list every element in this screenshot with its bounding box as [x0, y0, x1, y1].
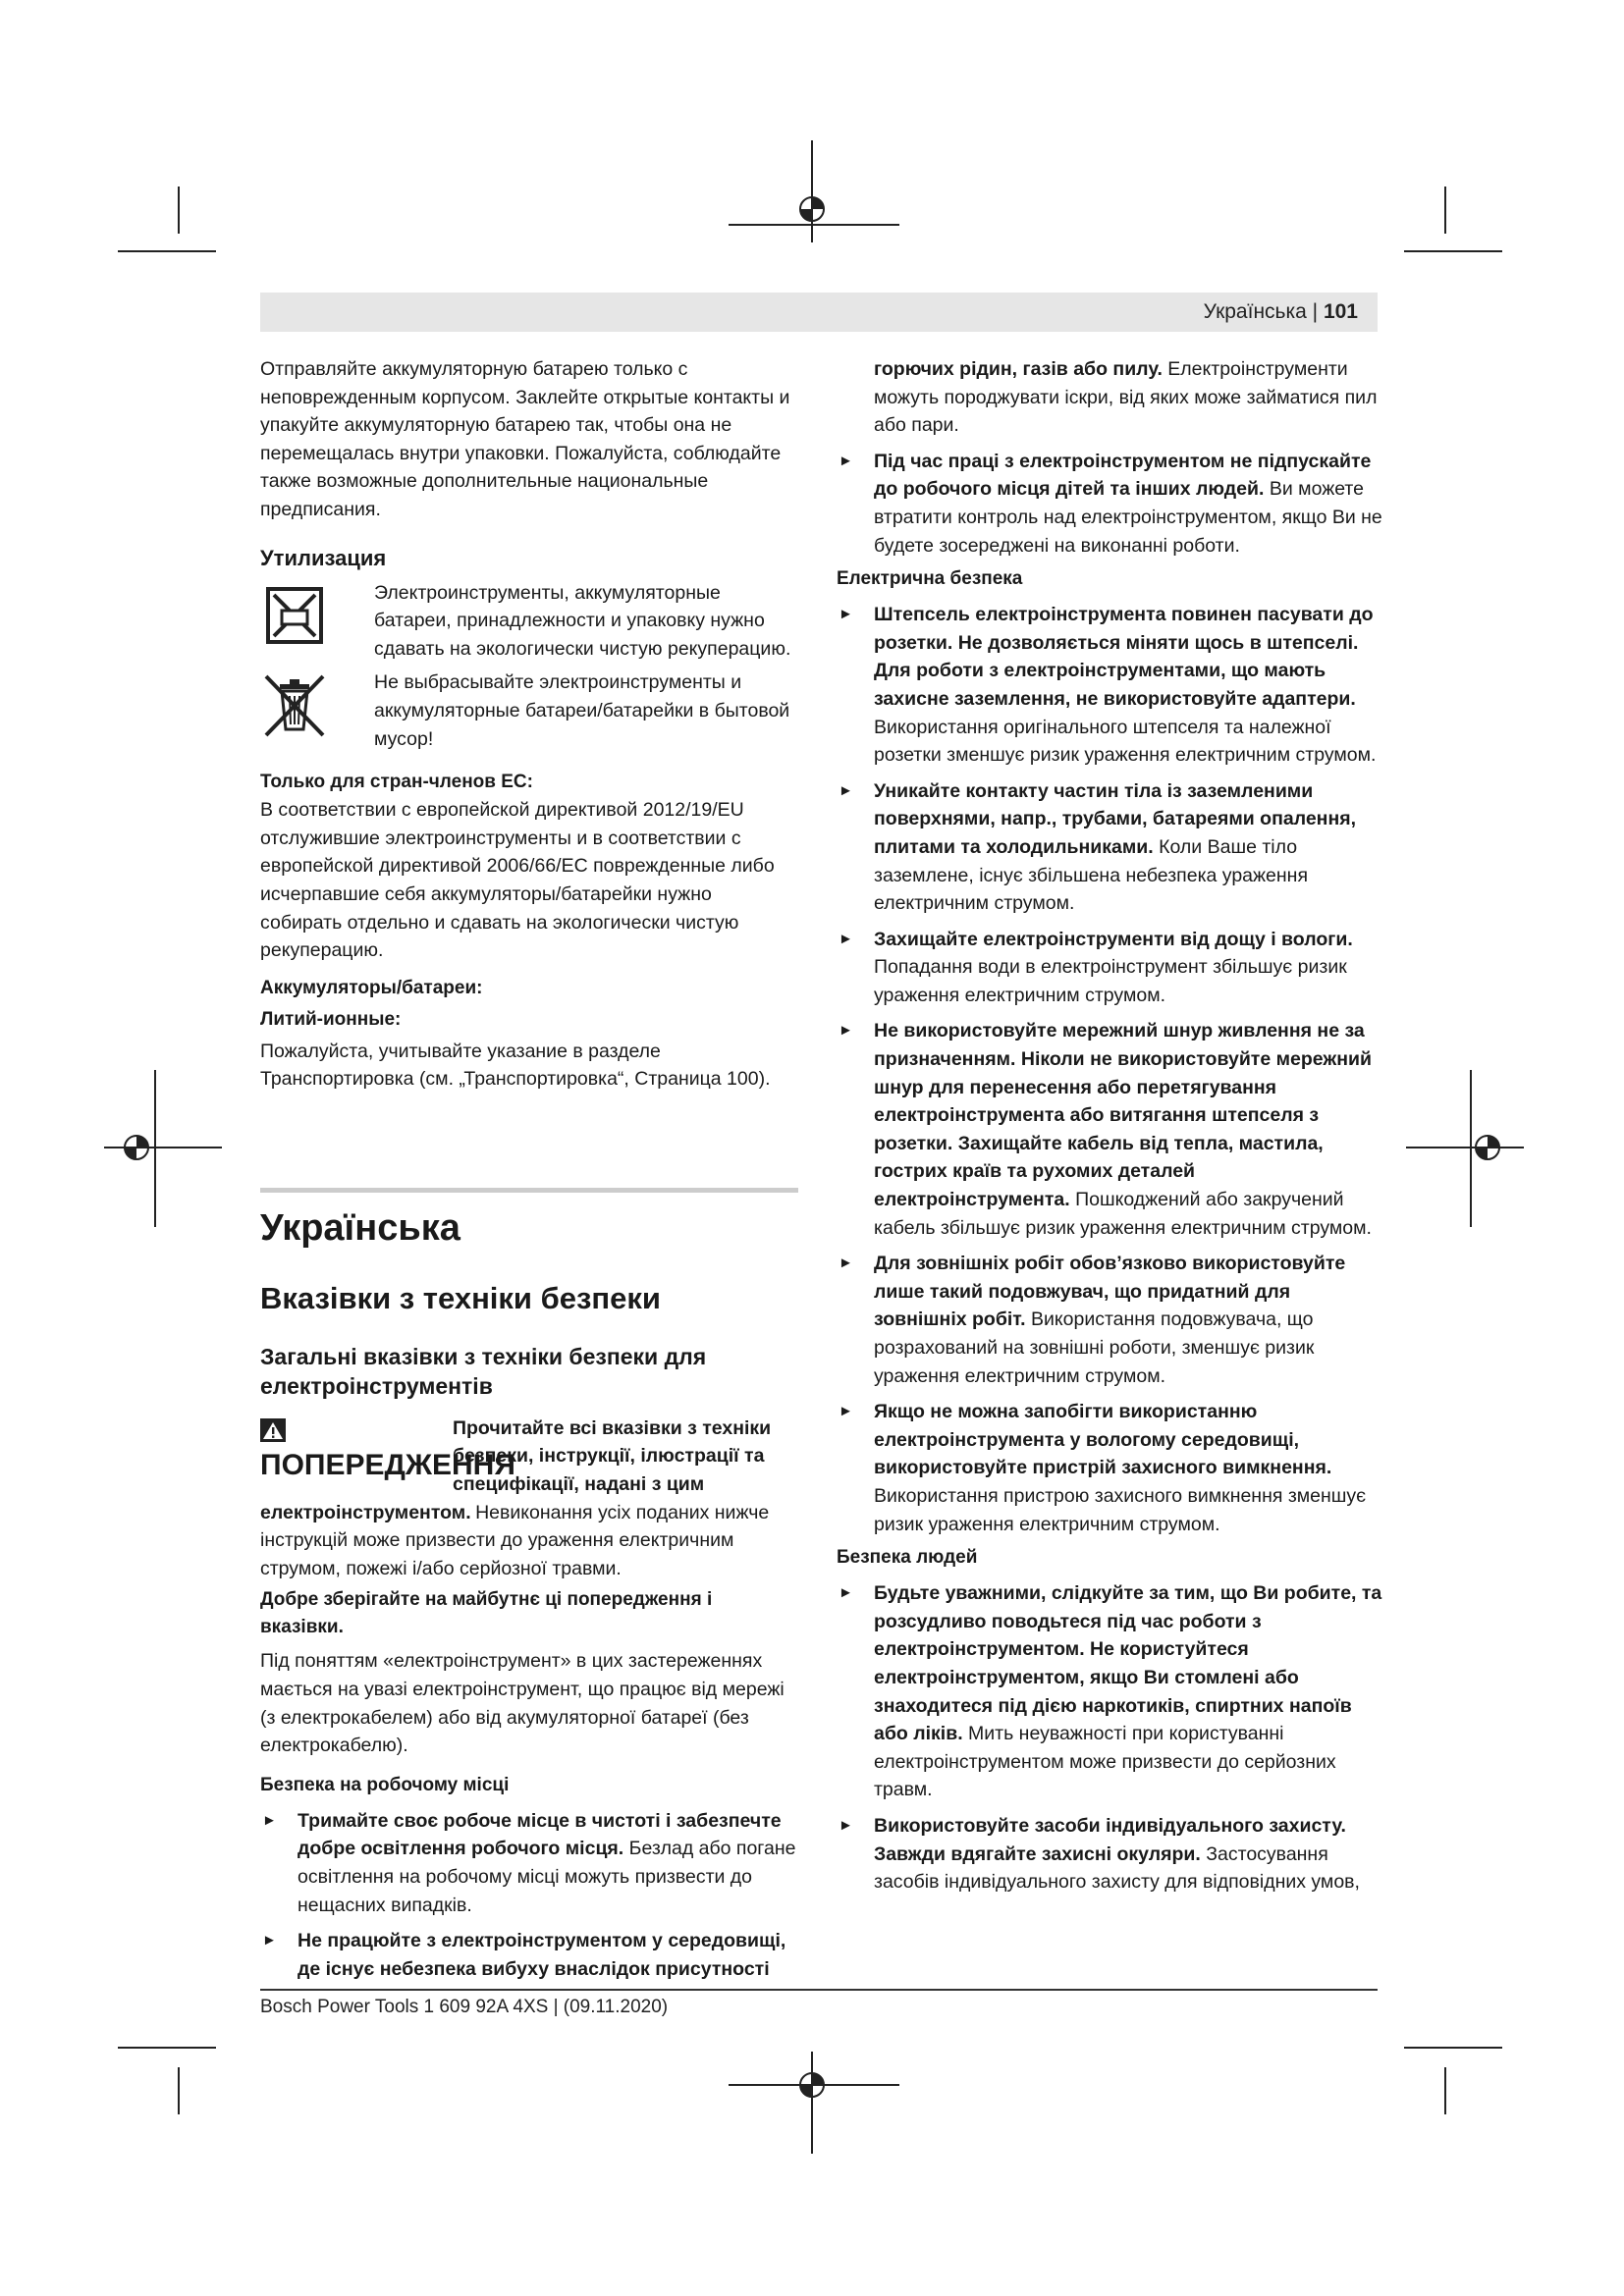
registration-line [1470, 1070, 1472, 1227]
registration-target-icon [797, 194, 827, 224]
eu-paragraph: В соответствии с европейской директивой 2012/19/EU отслужившие электроинструменты и в соответствии с европейской директивой 2006/66/EC поврежденные либо исчерпавшие себя аккумуляторы/батарейки нужно собирать отдельно и сдавать на экологически чистую рекуперацию. [260, 799, 775, 962]
list-item: ► Не використовуйте мережний шнур живлення не за призначенням. Ніколи не використовуйте мережний шнур для перенесення або перетягування електроінструмента або витягання штепселя з розетки. Захищайте кабель від тепла, мастила, гострих країв та рухомих деталей електроінструмента. Пошкоджений або закручений кабель збільшує ризик ураження електричним струмом. [837, 1017, 1386, 1242]
warning-block [260, 1415, 798, 1583]
intro-paragraph: Отправляйте аккумуляторную батарею только с неповрежденным корпусом. Заклейте открытые контакты и упакуйте аккумуляторную батарею так, чтобы она не перемещалась внутри упаковки. Пожалуйста, соблюдайте также возможные дополнительные национальные предписания. [260, 358, 790, 520]
warning-text: Невиконання усіх поданих нижче інструкцій може призвести до ураження електричним струмом, пожежі і/або серйозної травми. [260, 1501, 770, 1579]
list-item: ► Захищайте електроінструменти від дощу і вологи. Попадання води в електроінструмент збільшує ризик ураження електричним струмом. [837, 926, 1386, 1010]
crossed-bin-icon [260, 670, 329, 739]
registration-line [811, 140, 813, 242]
eu-heading: Только для стран-членов ЕС: [260, 772, 533, 793]
crop-mark [1444, 2067, 1446, 2114]
term-paragraph: Під поняттям «електроінструмент» в цих застереженнях мається на увазі електроінструмент, що працює від мережі (з електрокабелем) або від акумуляторної батареї (без електрокабелю). [260, 1650, 785, 1757]
crop-mark [1444, 187, 1446, 234]
disposal-text-1: Электроинструменты, аккумуляторные батареи, принадлежности и упаковку нужно сдавать на экологически чистую рекуперацию. [374, 581, 791, 660]
bullet-arrow-icon: ► [262, 1811, 277, 1829]
safety-heading: Вказівки з техніки безпеки [260, 1280, 661, 1315]
bullet-arrow-icon: ► [839, 1816, 853, 1834]
header-text: Українська | 101 [1203, 300, 1358, 323]
lithium-paragraph: Пожалуйста, учитывайте указание в разделе Транспортировка (см. „Транспортировка“, Страница 100). [260, 1040, 771, 1091]
left-column [260, 355, 798, 1983]
language-heading: Українська [260, 1206, 460, 1249]
list-item: ► Для зовнішніх робіт обов’язково використовуйте лише такий подовжувач, що придатний для зовнішніх робіт. Використання подовжувача, що розрахований на зовнішні роботи, зменшує ризик ураження електричним струмом. [837, 1250, 1386, 1390]
general-safety-heading: Загальні вказівки з техніки безпеки для електроінструментів [260, 1343, 707, 1399]
section-divider [260, 1188, 798, 1193]
workplace-heading: Безпека на робочому місці [260, 1774, 510, 1795]
crop-mark [1404, 250, 1502, 252]
registration-target-icon [797, 2070, 827, 2100]
crop-mark [1404, 2047, 1502, 2049]
registration-line [729, 224, 899, 226]
registration-line [1406, 1147, 1524, 1148]
disposal-heading: Утилизация [260, 545, 387, 570]
page-footer: Bosch Power Tools 1 609 92A 4XS | (09.11.2020) [260, 1997, 669, 2017]
bullet-arrow-icon: ► [839, 1255, 853, 1272]
header-section: Українська [1203, 300, 1307, 323]
bullet-arrow-icon: ► [839, 452, 853, 469]
bullet-arrow-icon: ► [839, 781, 853, 799]
list-item: ► Під час праці з електроінструментом не підпускайте до робочого місця дітей та інших людей. Ви можете втратити контроль над електроінструментом, якщо Ви не будете зосереджені на виконанні роботи. [837, 448, 1386, 560]
list-item: ► Штепсель електроінструмента повинен пасувати до розетки. Не дозволяється міняти щось в штепселі. Для роботи з електроінструментами, що мають захисне заземлення, не використовуйте адаптери. Використання оригінального штепселя та належної розетки зменшує ризик ураження електричним струмом. [837, 601, 1386, 770]
list-item: ► Тримайте своє робоче місце в чистоті і забезпечте добре освітлення робочого місця. Безлад або погане освітлення на робочому місці можуть призвести до нещасних випадків. [260, 1807, 798, 1919]
crop-mark [118, 250, 216, 252]
list-item: ► Не працюйте з електроінструментом у середовищі, де існує небезпека вибуху внаслідок присутності [260, 1927, 798, 1983]
registration-line [811, 2052, 813, 2154]
footer-divider [260, 1989, 1378, 1991]
people-safety-heading: Безпека людей [837, 1547, 978, 1569]
registration-line [154, 1070, 156, 1227]
recycle-box-icon [260, 581, 329, 650]
bullet-arrow-icon: ► [839, 1403, 853, 1420]
disposal-text-2: Не выбрасывайте электроинструменты и аккумуляторные батареи/батарейки в бытовой мусор! [374, 671, 790, 750]
crop-mark [118, 2047, 216, 2049]
warning-triangle-icon [260, 1418, 286, 1442]
right-column [837, 355, 1386, 1896]
bullet-arrow-icon: ► [839, 1022, 853, 1040]
page-number: 101 [1323, 300, 1358, 323]
list-item-continued: горючих рідин, газів або пилу. Електроінструменти можуть породжувати іскри, від яких може займатися пил або пари. [874, 358, 1378, 437]
warning-label: ПОПЕРЕДЖЕННЯ [260, 1413, 453, 1483]
bullet-arrow-icon: ► [839, 606, 853, 623]
bullet-arrow-icon: ► [839, 930, 853, 947]
page-header [260, 293, 1378, 332]
crop-mark [178, 187, 180, 234]
list-item: ► Будьте уважними, слідкуйте за тим, що Ви робите, та розсудливо поводьтеся під час роботи з електроінструментом. Не користуйтеся електроінструментом, якщо Ви стомлені або знаходитеся під дією наркотиків, спиртних напоїв або ліків. Мить неуважності при користуванні електроінструментом може призвести до серйозних травм. [837, 1579, 1386, 1804]
batteries-heading: Аккумуляторы/батареи: [260, 977, 483, 998]
keep-instructions: Добре зберігайте на майбутнє ці попередження і вказівки. [260, 1589, 713, 1638]
disposal-row-2 [260, 668, 798, 753]
list-item: ► Уникайте контакту частин тіла із заземленими поверхнями, напр., трубами, батареями опалення, плитами та холодильниками. Коли Ваше тіло заземлене, існує збільшена небезпека ураження електричним струмом. [837, 777, 1386, 918]
bullet-arrow-icon: ► [262, 1932, 277, 1949]
bullet-arrow-icon: ► [839, 1584, 853, 1602]
list-item: ► Використовуйте засоби індивідуального захисту. Завжди вдягайте захисні окуляри. Застосування засобів індивідуального захисту для відповідних умов, [837, 1812, 1386, 1896]
disposal-row-1 [260, 579, 798, 664]
crop-mark [178, 2067, 180, 2114]
warning-bold-text: Прочитайте всі вказівки з техніки безпеки, інструкції, ілюстрації та специфікації, надані з цим електроінструментом. [260, 1416, 772, 1523]
electric-safety-heading: Електрична безпека [837, 568, 1023, 590]
registration-target-icon [1473, 1133, 1502, 1162]
list-item: ► Якщо не можна запобігти використанню електроінструмента у вологому середовищі, використовуйте пристрій захисного вимкнення. Використання пристрою захисного вимкнення зменшує ризик ураження електричним струмом. [837, 1398, 1386, 1538]
registration-target-icon [122, 1133, 151, 1162]
lithium-heading: Литий-ионные: [260, 1008, 402, 1030]
